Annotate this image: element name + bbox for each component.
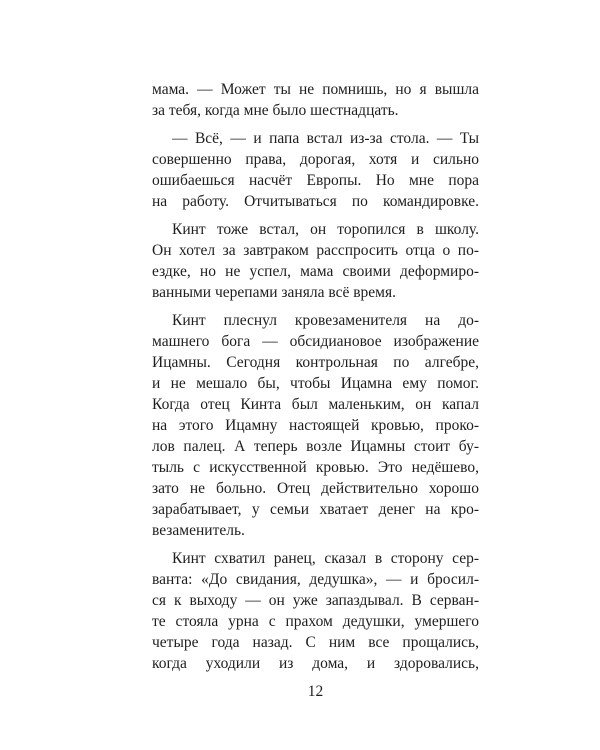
text-line: ся к выходу — он уже запаздывал. В серван- [152,592,479,609]
text-line: ванными черепами заняла всё время. [152,284,396,301]
paragraph [152,310,479,541]
text-line: на работу. Отчитываться по командировке. [152,193,479,210]
text-line: и не мешало бы, чтобы Ицамна ему помог. [152,375,479,392]
text-line: ванта: «До свидания, дедушка», — и бросил- [152,571,479,588]
paragraph [152,79,479,121]
text-line: тыль с искусственной кровью. Это недёшево, [152,459,479,476]
text-line: лов палец. А теперь возле Ицамны стоит бу- [152,438,479,455]
paragraph [152,548,479,674]
text-line: за тебя, когда мне было шестнадцать. [152,102,399,119]
text-line: на этого Ицамну настоящей кровью, проко- [152,417,479,434]
text-line: Кинт плеснул кровезаменителя на до- [172,312,479,329]
text-line: Ицамны. Сегодня контрольная по алгебре, [152,354,479,371]
paragraph [152,128,479,212]
page-text [152,79,479,674]
text-line: зарабатывает, у семьи хватает денег на кро- [152,501,479,518]
text-line: когда уходили из дома, и здоровались, [152,655,479,672]
text-line: ездке, но не успел, мама своими деформиро- [152,263,479,280]
text-line: Кинт схватил ранец, сказал в сторону сер- [172,550,479,567]
text-line: ошибаешься насчёт Европы. Но мне пора [152,172,479,189]
text-line: везаменитель. [152,522,245,539]
text-line: четыре года назад. С ним все прощались, [152,634,479,651]
page-number: 12 [307,683,324,700]
text-line: мама. — Может ты не помнишь, но я вышла [152,81,479,98]
paragraph [152,219,479,303]
text-line: машнего бога — обсидиановое изображение [152,333,479,350]
text-line: Когда отец Кинта был маленьким, он капал [152,396,479,413]
text-line: совершенно права, дорогая, хотя и сильно [152,151,479,168]
text-line: Кинт тоже встал, он торопился в школу. [172,221,479,238]
text-line: — Всё, — и папа встал из-за стола. — Ты [172,130,479,147]
text-line: Он хотел за завтраком расспросить отца о по- [152,242,479,259]
text-line: зато не больно. Отец действительно хорошо [152,480,479,497]
text-line: те стояла урна с прахом дедушки, умершего [152,613,479,630]
